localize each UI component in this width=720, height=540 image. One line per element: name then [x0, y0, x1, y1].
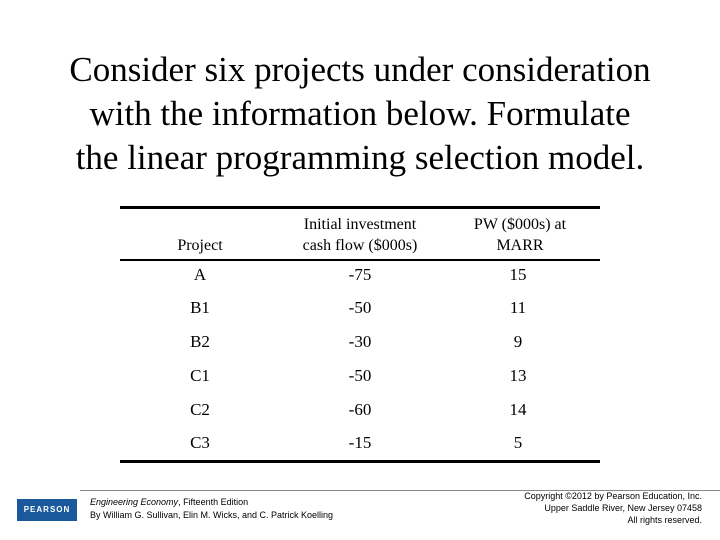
- cell-project: C1: [190, 366, 210, 385]
- column-header-investment-line-2: cash flow ($000s): [302, 237, 418, 254]
- cell-investment: -50: [348, 366, 372, 385]
- cell-project: C3: [190, 433, 210, 452]
- table-row: [0, 265, 720, 287]
- cell-pw: 14: [509, 400, 527, 419]
- column-header-investment-line-1: Initial investment: [303, 216, 417, 233]
- column-header-project: Project: [177, 237, 223, 254]
- cell-investment: -75: [348, 265, 372, 284]
- book-authors: By William G. Sullivan, Elin M. Wicks, and C. Patrick Koelling: [90, 510, 334, 520]
- book-edition: , Fifteenth Edition: [178, 497, 249, 507]
- book-title: Engineering Economy: [90, 497, 179, 507]
- book-citation: [90, 496, 333, 522]
- cell-project: B2: [190, 332, 210, 351]
- cell-pw: 15: [509, 265, 527, 284]
- title-line-3: the linear programming selection model.: [75, 138, 645, 177]
- book-title-line: [90, 496, 333, 509]
- cell-investment: -30: [348, 332, 372, 351]
- pearson-logo: PEARSON: [17, 499, 77, 521]
- cell-project: C2: [190, 400, 210, 419]
- cell-project: B1: [190, 298, 210, 317]
- table-bottom-rule: [120, 460, 600, 463]
- table-top-rule: [120, 206, 600, 209]
- cell-pw: 13: [509, 366, 527, 385]
- table-header-rule: [120, 259, 600, 261]
- cell-investment: -60: [348, 400, 372, 419]
- table-row: [0, 366, 720, 388]
- copyright-line: Copyright ©2012 by Pearson Education, Inc.: [524, 491, 702, 501]
- title-line-2: with the information below. Formulate: [89, 94, 631, 133]
- cell-pw: 11: [509, 298, 527, 317]
- slide-title: [20, 48, 700, 180]
- cell-investment: -15: [348, 433, 372, 452]
- table-row: [0, 433, 720, 455]
- table-row: [0, 332, 720, 354]
- cell-investment: -50: [348, 298, 372, 317]
- cell-pw: 5: [513, 433, 523, 452]
- column-header-investment: [275, 214, 445, 256]
- column-header-pw: [440, 214, 600, 256]
- column-header-pw-line-1: PW ($000s) at: [473, 216, 567, 233]
- table-row: [0, 298, 720, 320]
- publisher-address: Upper Saddle River, New Jersey 07458: [544, 503, 702, 513]
- copyright-notice: [524, 490, 702, 526]
- title-line-1: Consider six projects under consideration: [69, 50, 651, 89]
- cell-project: A: [193, 265, 207, 284]
- rights-line: All rights reserved.: [627, 515, 702, 525]
- cell-pw: 9: [513, 332, 523, 351]
- table-row: [0, 400, 720, 422]
- column-header-pw-line-2: MARR: [496, 237, 544, 254]
